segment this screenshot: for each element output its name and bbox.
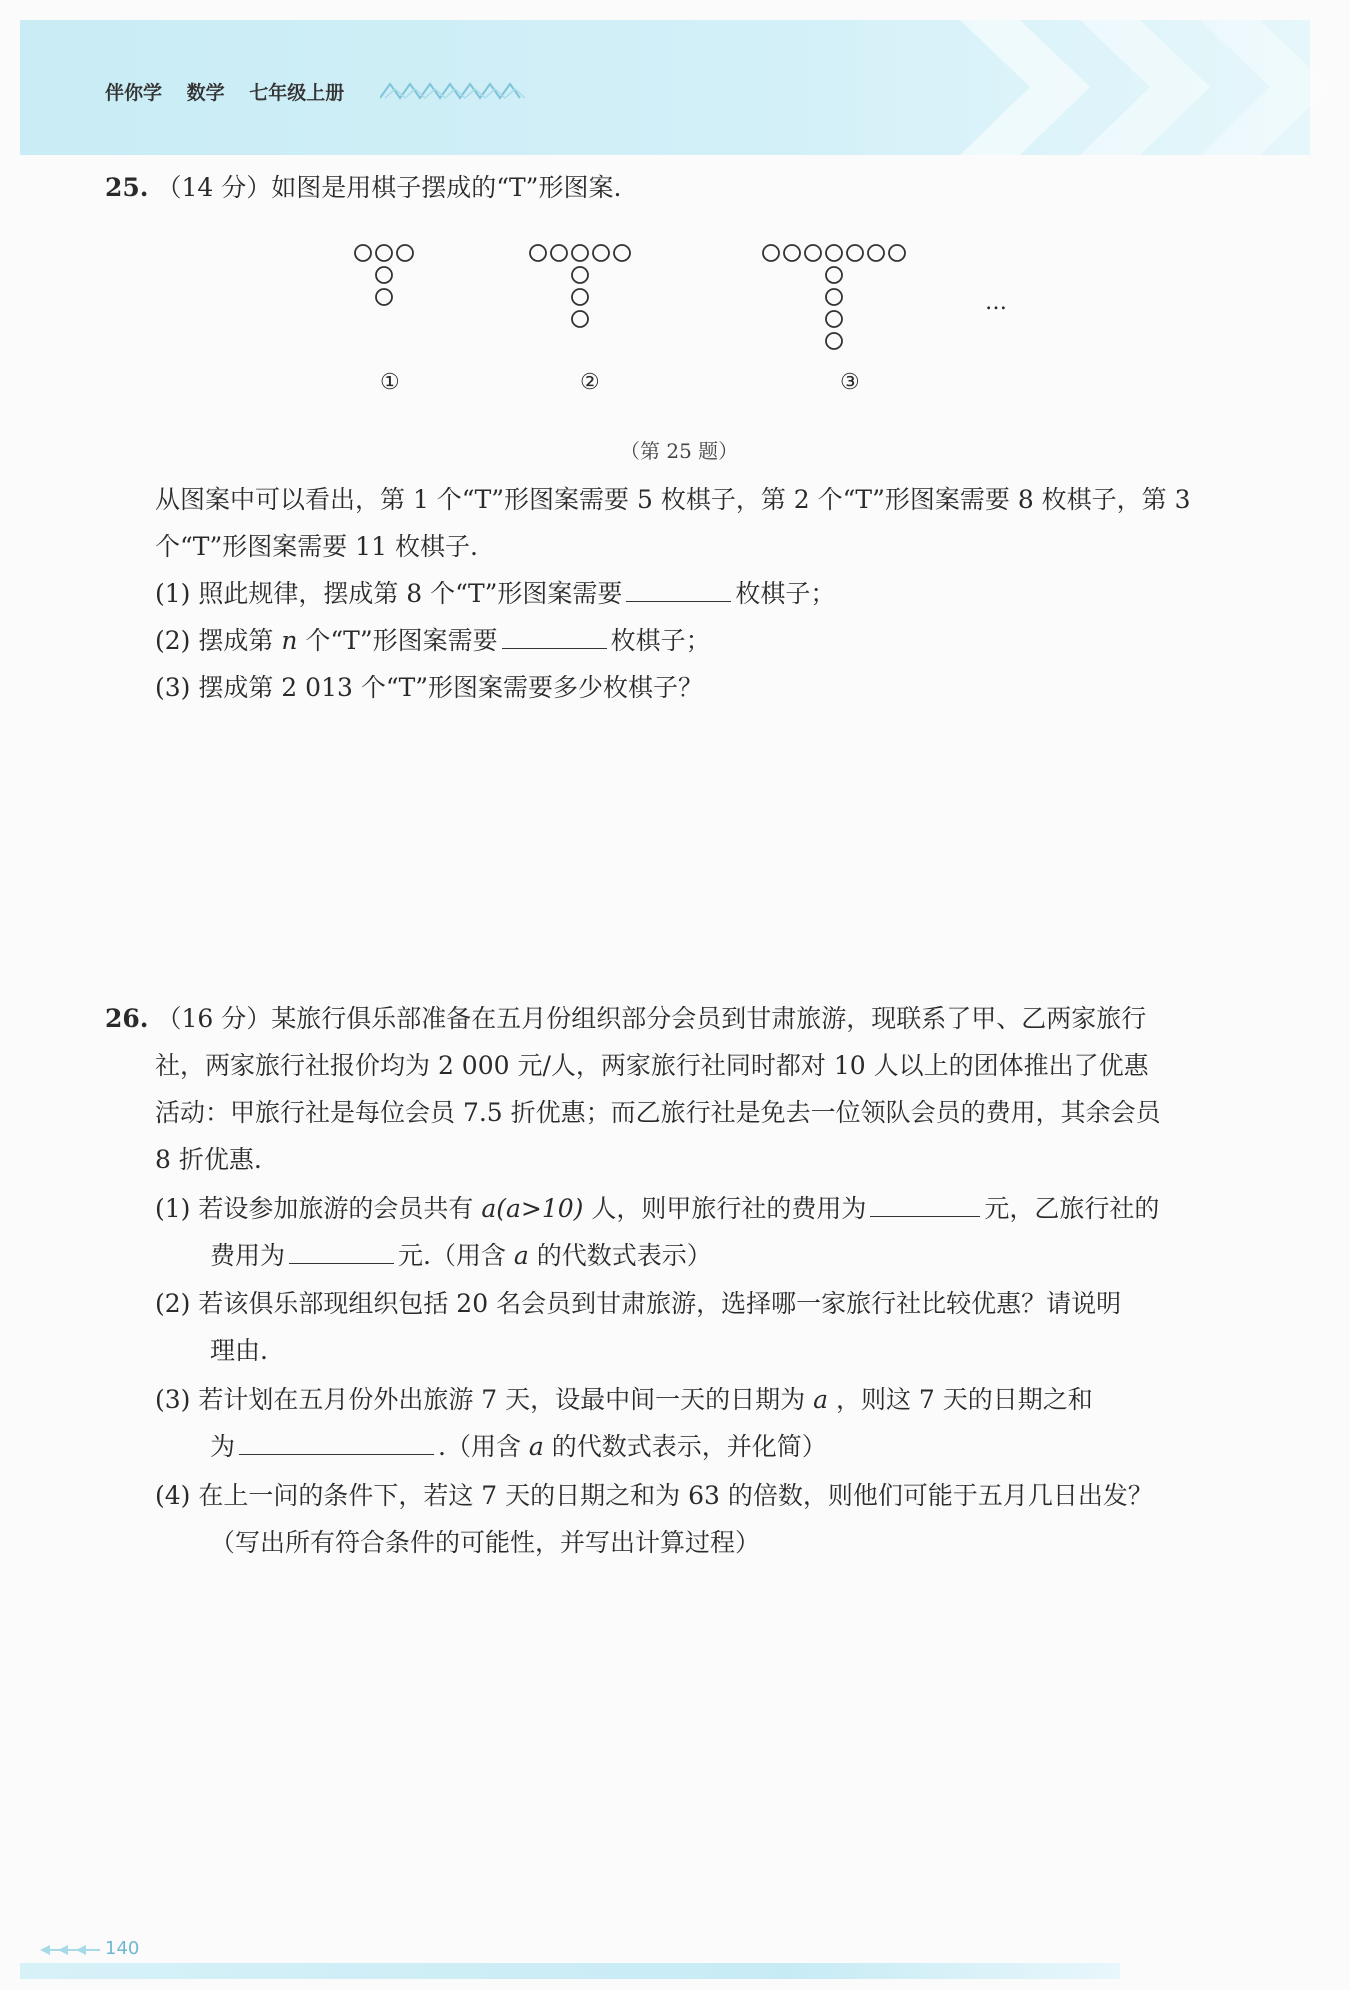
mountain-pattern-icon bbox=[380, 80, 530, 102]
figure-label-2: ② bbox=[580, 370, 600, 395]
q26-part1-text6: 的代数式表示） bbox=[536, 1241, 712, 1270]
q26-part1-cont bbox=[210, 1232, 712, 1279]
figure-label-1: ① bbox=[380, 370, 400, 395]
book-name: 伴你学 bbox=[105, 82, 163, 104]
answer-blank[interactable] bbox=[870, 1190, 980, 1217]
q26-part1 bbox=[155, 1185, 1159, 1232]
q26-part1-var2: a bbox=[513, 1241, 529, 1270]
q25-intro-line1: 从图案中可以看出，第 1 个“T”形图案需要 5 枚棋子，第 2 个“T”形图案需要 8 枚棋子，第 3 bbox=[155, 485, 1191, 514]
subject-name: 数学 bbox=[186, 82, 225, 104]
q26-line4: 8 折优惠. bbox=[155, 1145, 262, 1174]
q26-part2: (2) 若该俱乐部现组织包括 20 名会员到甘肃旅游，选择哪一家旅行社比较优惠？请说明 bbox=[155, 1289, 1122, 1318]
q26-line1 bbox=[105, 995, 1146, 1042]
q25-part1 bbox=[155, 570, 835, 617]
q26-part3 bbox=[155, 1376, 1093, 1423]
grade-name: 七年级上册 bbox=[249, 82, 345, 104]
q26-part1-text2: 人，则甲旅行社的费用为 bbox=[591, 1194, 867, 1223]
q26-part3-text2: ，则这 7 天的日期之和 bbox=[835, 1385, 1093, 1414]
q26-line3: 活动：甲旅行社是每位会员 7.5 折优惠；而乙旅行社是免去一位领队会员的费用，其余会员 bbox=[155, 1098, 1161, 1127]
q26-part3-text3: 为 bbox=[210, 1432, 236, 1461]
q26-part1-text3: 元，乙旅行社的 bbox=[984, 1194, 1160, 1223]
q25-part1-text: (1) 照此规律，摆成第 8 个“T”形图案需要 bbox=[155, 579, 623, 608]
q26-part2-cont: 理由. bbox=[210, 1336, 268, 1365]
q25-part2-var: n bbox=[281, 626, 298, 655]
q26-line1-text: （16 分）某旅行俱乐部准备在五月份组织部分会员到甘肃旅游，现联系了甲、乙两家旅行 bbox=[156, 1004, 1147, 1033]
running-header bbox=[105, 78, 362, 105]
q26-part3-var: a bbox=[813, 1385, 829, 1414]
header-chevron-decoration bbox=[960, 20, 1340, 155]
q26-part1-text4: 费用为 bbox=[210, 1241, 286, 1270]
q26-part1-var: a(a>10) bbox=[481, 1194, 584, 1223]
figure-label-3: ③ bbox=[840, 370, 860, 395]
q26-part3-cont bbox=[210, 1423, 827, 1470]
arrow-decoration-icon bbox=[40, 1942, 102, 1958]
q26-part3-var2: a bbox=[528, 1432, 544, 1461]
q25-part2 bbox=[155, 617, 711, 664]
t-pattern-figure bbox=[340, 235, 1020, 365]
footer-band bbox=[20, 1963, 1120, 1979]
answer-blank[interactable] bbox=[239, 1428, 434, 1455]
q26-part4-cont: （写出所有符合条件的可能性，并写出计算过程） bbox=[210, 1528, 761, 1557]
figure-caption: （第 25 题） bbox=[620, 439, 739, 463]
q26-number: 26. bbox=[105, 1004, 149, 1033]
answer-blank[interactable] bbox=[626, 575, 731, 602]
q25-part2-end: 枚棋子； bbox=[610, 626, 711, 655]
answer-blank[interactable] bbox=[289, 1237, 394, 1264]
page-number: 140 bbox=[105, 1938, 140, 1959]
q25-part2-text2: 个“T”形图案需要 bbox=[305, 626, 498, 655]
figure-ellipsis: … bbox=[985, 290, 1007, 315]
q26-part3-text5: 的代数式表示，并化简） bbox=[551, 1432, 827, 1461]
q26-part1-text5: 元.（用含 bbox=[398, 1241, 506, 1270]
answer-blank[interactable] bbox=[502, 622, 607, 649]
q25-title bbox=[105, 165, 621, 211]
q26-part4: (4) 在上一问的条件下，若这 7 天的日期之和为 63 的倍数，则他们可能于五月几日出发？ bbox=[155, 1481, 1153, 1510]
q26-part3-text4: .（用含 bbox=[438, 1432, 521, 1461]
q25-number: 25. bbox=[105, 173, 149, 202]
q26-part1-text: (1) 若设参加旅游的会员共有 bbox=[155, 1194, 474, 1223]
q26-part3-text: (3) 若计划在五月份外出旅游 7 天，设最中间一天的日期为 bbox=[155, 1385, 806, 1414]
q25-part2-text: (2) 摆成第 bbox=[155, 626, 274, 655]
q25-part1-end: 枚棋子； bbox=[735, 579, 836, 608]
q25-title-text: （14 分）如图是用棋子摆成的“T”形图案. bbox=[156, 173, 622, 202]
q26-line2: 社，两家旅行社报价均为 2 000 元/人，两家旅行社同时都对 10 人以上的团体推出了优惠 bbox=[155, 1051, 1149, 1080]
q25-part3: (3) 摆成第 2 013 个“T”形图案需要多少枚棋子？ bbox=[155, 673, 704, 702]
q25-intro-line2: 个“T”形图案需要 11 枚棋子. bbox=[155, 532, 478, 561]
